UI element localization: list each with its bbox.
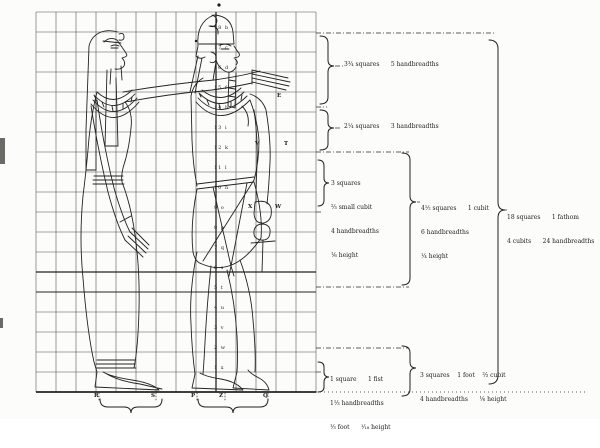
gridline-label-1x: 1 x	[214, 365, 225, 371]
goddess-wig	[86, 31, 118, 170]
annotation-line: ⅓ foot ¹⁄₁₈ height	[330, 424, 391, 431]
pharaoh-front-leg	[227, 260, 255, 372]
bracket-full-height	[489, 40, 505, 384]
annotation-full-height	[507, 198, 594, 262]
gridline-label-5t: 5 t	[214, 285, 224, 291]
annotation-chest-span: 2¼ squares 3 handbreadths	[344, 123, 439, 130]
scan-artifact	[0, 318, 3, 328]
goddess-body-front	[122, 102, 140, 368]
annotation-line: 4½ squares 1 cubit	[421, 205, 489, 212]
annotation-cubit-span	[421, 189, 489, 277]
goddess-hand-on-shoulder	[252, 70, 290, 90]
brow-point-dot	[195, 40, 197, 42]
foot-point-droplines	[99, 393, 268, 401]
pharaoh-figure	[190, 15, 275, 390]
goddess-feet	[95, 372, 162, 390]
bracket-head-span	[320, 36, 334, 104]
gridline-label-13i: 13 i	[214, 125, 228, 131]
goddess-waistband	[93, 176, 124, 184]
annotation-line: 18 squares 1 fathom	[507, 214, 579, 221]
goddess-hand-fingers	[120, 216, 149, 257]
point-letter-Z: Z	[219, 393, 224, 399]
bracket-cubit-span	[402, 153, 416, 285]
gridline-label-3v: 3 v	[214, 325, 225, 331]
scan-artifact	[0, 138, 5, 164]
grid-vertical-lines	[36, 12, 316, 392]
gridline-label-9o: 9 o	[214, 205, 225, 211]
bracket-one-square	[318, 362, 329, 392]
annotation-line: 4 handbreadths ⅙ height	[420, 396, 507, 403]
point-letter-V: V	[255, 141, 260, 147]
gridline-label-12k: 12 k	[214, 145, 229, 151]
gridline-label-15f: 15 f	[214, 85, 228, 91]
crown-point-dot	[217, 3, 220, 6]
pharaoh-rear-leg	[191, 252, 211, 374]
gridline-label-18b: 18 b	[214, 25, 230, 31]
point-letter-Q: Q	[263, 393, 268, 399]
gridline-label-4u: 4 u	[214, 305, 225, 311]
goddess-collar	[91, 90, 139, 118]
annotation-line: 3 squares 1 foot ⅔ cubit	[420, 372, 506, 379]
annotation-one-square	[330, 360, 391, 448]
point-letter-P: P	[191, 393, 196, 399]
point-letter-R: R	[94, 393, 99, 399]
pharaoh-front-foot	[233, 370, 269, 390]
annotation-line: ⅙ height	[331, 252, 359, 259]
point-letter-E: E	[277, 93, 282, 99]
annotation-foot-span	[420, 356, 507, 420]
annotation-line: 4 handbreadths	[331, 228, 379, 235]
pharaoh-front-arm	[250, 94, 270, 204]
bracket-chest-span	[320, 110, 334, 150]
point-letter-S: S	[151, 393, 155, 399]
annotation-line: 6 handbreadths	[421, 229, 469, 236]
gridline-label-16d: 16 d	[214, 65, 230, 71]
point-letter-W: W	[275, 204, 282, 210]
gridline-label-7q: 7 q	[214, 245, 225, 251]
annotation-line: ⅔ small cubit	[331, 204, 373, 211]
gridline-label-6s: 6 s	[214, 265, 225, 271]
annotation-line: 1 square 1 fist	[330, 376, 384, 383]
proportion-grid	[36, 12, 316, 392]
bracket-foot-span	[402, 346, 416, 396]
gridline-label-2w: 2 w	[214, 345, 227, 351]
annotation-line: 1⅓ handbreadths	[330, 400, 384, 407]
ankh-in-hand	[251, 224, 275, 272]
gridline-label-14h: 14 h	[214, 105, 230, 111]
bracket-forearm-span	[318, 160, 329, 206]
gridline-label-11l: 11 l	[214, 165, 228, 171]
point-letter-X: X	[248, 204, 253, 210]
pharaoh-foot-brace	[198, 399, 268, 413]
goddess-hanging-arm	[91, 100, 130, 240]
annotation-head-span: 3¾ squares 5 handbreadths	[344, 61, 439, 68]
gridline-label-8p: 8 p	[214, 225, 225, 231]
point-letter-T: T	[284, 141, 289, 147]
annotation-line: 3 squares	[331, 180, 361, 187]
foot-length-braces	[99, 393, 268, 413]
annotation-line: ¼ height	[421, 253, 449, 260]
annotation-line: 4 cubits 24 handbreadths	[507, 238, 595, 245]
goddess-face	[104, 38, 127, 69]
annotation-forearm-span	[331, 164, 379, 276]
gridline-label-10n: 10 n	[214, 185, 230, 191]
gridline-label-17c: 17 c	[214, 45, 229, 51]
goddess-foot-brace	[100, 399, 162, 413]
pharaoh-rear-foot	[192, 373, 243, 390]
goddess-figure	[81, 31, 290, 390]
